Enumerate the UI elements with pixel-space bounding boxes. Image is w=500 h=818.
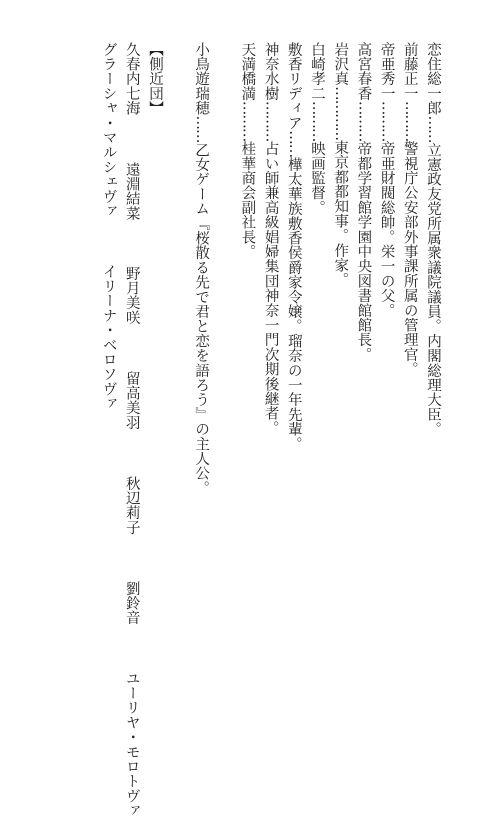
dot-leader: ……… bbox=[401, 100, 418, 142]
character-name: 恋住総一郎 bbox=[425, 42, 441, 116]
side-member-name: 久春内七海 bbox=[123, 42, 140, 116]
side-member-row bbox=[120, 42, 143, 818]
dot-leader: ……… bbox=[262, 100, 279, 142]
character-name: 天満橋満 bbox=[239, 42, 256, 101]
dot-leader: …… bbox=[425, 115, 441, 143]
protagonist-description: 乙女ゲーム『桜散る先で君と恋を語ろう』の主人公。 bbox=[193, 142, 210, 496]
character-name: 前藤正一 bbox=[401, 42, 418, 101]
character-entry bbox=[374, 42, 397, 662]
character-name: 白崎孝二 bbox=[308, 42, 325, 101]
character-entry bbox=[351, 42, 374, 662]
dot-leader: …… bbox=[285, 130, 302, 158]
character-name: 帝亜秀一 bbox=[378, 42, 395, 101]
character-description: 桂華商会副社長。 bbox=[239, 141, 256, 259]
side-member-name: グラーシャ・マルシェヴァ bbox=[100, 42, 117, 219]
protagonist-name: 小鳥遊瑞穂 bbox=[193, 42, 210, 116]
side-member-name: 秋辺莉子 bbox=[123, 476, 140, 536]
character-entry bbox=[421, 42, 444, 662]
dot-leader: ……… bbox=[308, 100, 325, 142]
dot-leader: ……… bbox=[239, 100, 256, 142]
character-name: 敷香リディア bbox=[285, 42, 302, 131]
character-name: 神奈水樹 bbox=[262, 42, 279, 101]
character-description: 警視庁公安部外事課所属の管理官。 bbox=[401, 141, 418, 377]
character-description: 映画監督。 bbox=[308, 141, 325, 215]
section-header: 【側近団】 bbox=[146, 42, 163, 116]
character-entry bbox=[282, 42, 305, 662]
spacer bbox=[166, 42, 189, 662]
character-entry bbox=[398, 42, 421, 662]
character-description: 樺太華族敷香侯爵家令嬢。瑠奈の一年先輩。 bbox=[285, 157, 302, 452]
dot-leader: …… bbox=[193, 115, 210, 143]
side-member-name: 劉鈴音 bbox=[123, 581, 140, 626]
character-name: 高宮春香 bbox=[355, 42, 372, 101]
side-member-name: イリーナ・ベロソヴァ bbox=[100, 264, 117, 412]
side-member-name: 野月美咲 bbox=[123, 266, 140, 326]
character-list bbox=[96, 42, 444, 818]
character-entry bbox=[328, 42, 351, 662]
character-description: 東京都都知事。作家。 bbox=[332, 140, 349, 288]
protagonist-entry bbox=[189, 42, 212, 662]
character-entry bbox=[258, 42, 281, 662]
character-description: 占い師兼高級娼婦集団神奈一門次期後継者。 bbox=[262, 141, 279, 436]
character-description: 帝都学習館学園中央図書館館長。 bbox=[355, 141, 372, 362]
side-member-name: 留高美羽 bbox=[123, 371, 140, 431]
character-description: 立憲政友党所属衆議院議員。内閣総理大臣。 bbox=[425, 142, 441, 437]
character-entry bbox=[305, 42, 328, 662]
dot-leader: ………… bbox=[332, 86, 349, 141]
dot-leader: ……… bbox=[355, 100, 372, 142]
character-description: 帝亜財閥総帥。栄一の父。 bbox=[378, 141, 395, 318]
side-member-name: ユーリヤ・モロトヴァ bbox=[123, 671, 140, 818]
character-entry bbox=[235, 42, 258, 662]
character-name: 岩沢真 bbox=[332, 42, 349, 87]
spacer bbox=[212, 42, 235, 662]
side-member-row bbox=[96, 42, 119, 662]
side-member-name: 遠淵結菜 bbox=[123, 161, 140, 221]
dot-leader: ……… bbox=[378, 100, 395, 142]
